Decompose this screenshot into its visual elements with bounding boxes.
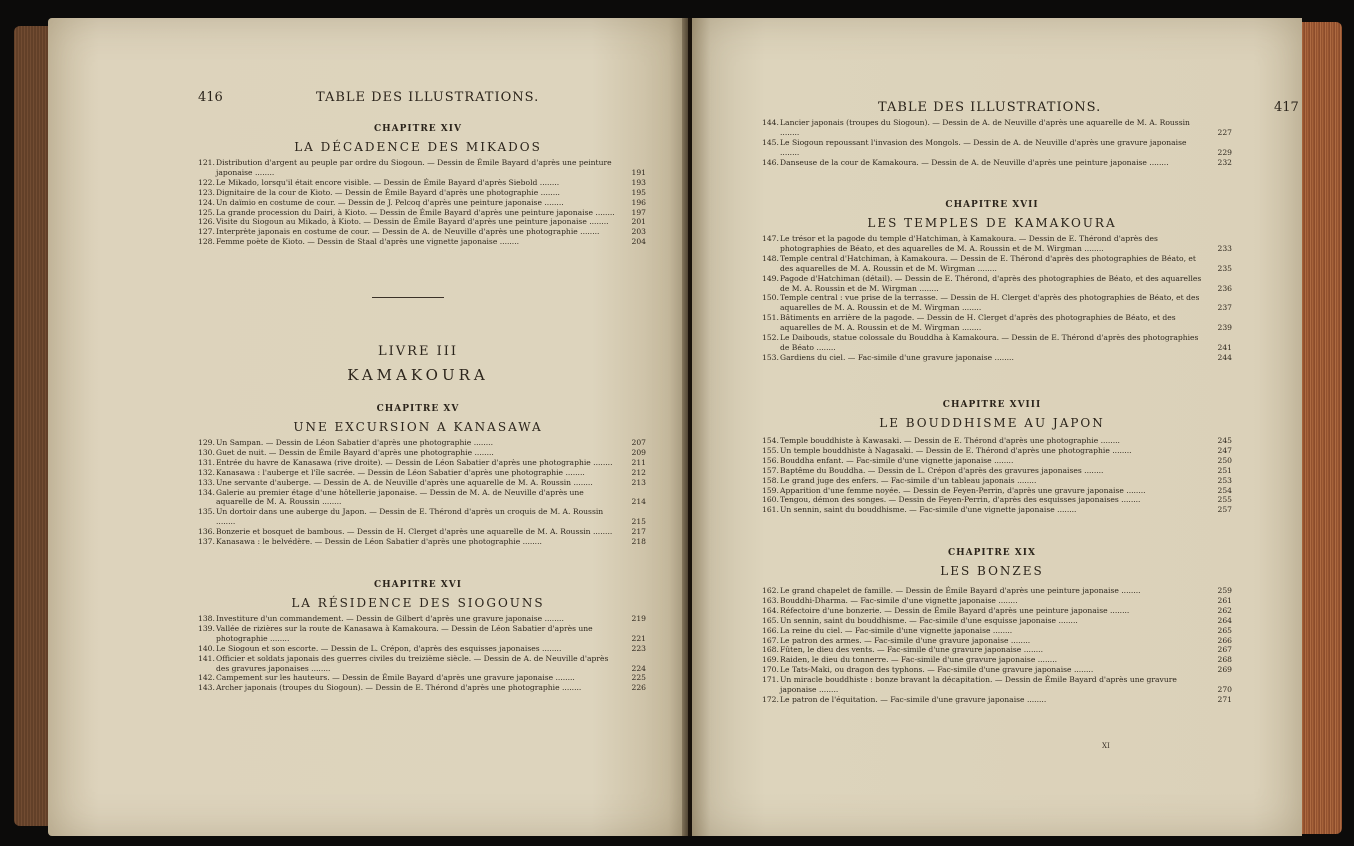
entry-caption: Distribution d'argent au peuple par ordre du Siogoun. — Dessin de Émile Bayard d'après une peinture japonaise ........ xyxy=(216,158,612,177)
entry-caption: Lancier japonais (troupes du Siogoun). — Dessin de A. de Neuville d'après une aquarelle de M. A. Roussin ........ xyxy=(780,118,1190,137)
entry-caption: La reine du ciel. — Fac-simile d'une vignette japonaise ........ xyxy=(780,625,1013,635)
entry-page: 239 xyxy=(1217,323,1232,333)
list-item xyxy=(198,654,646,674)
entry-page: 207 xyxy=(631,438,646,447)
entry-number: 164. xyxy=(762,605,779,615)
entry-caption: Fûten, le dieu des vents. — Fac-simile d'une gravure japonaise ........ xyxy=(780,645,1044,655)
entry-caption: Le Siogoun repoussant l'invasion des Mongols. — Dessin de A. de Neuville d'après une gravure japonaise ........ xyxy=(780,137,1187,157)
entry-number: 167. xyxy=(762,635,779,645)
entry-page: 251 xyxy=(1217,465,1232,475)
entry-number: 163. xyxy=(762,595,779,605)
entry-caption: Vallée de rizières sur la route de Kanasawa à Kamakoura. — Dessin de Léon Sabatier d'après une photographie ........ xyxy=(216,623,593,643)
entry-number: 149. xyxy=(762,273,779,283)
entry-number: 147. xyxy=(762,234,779,243)
entry-page: 193 xyxy=(631,177,646,187)
list-item xyxy=(762,476,1232,486)
entry-number: 132. xyxy=(198,467,215,477)
entry-page: 204 xyxy=(631,237,646,247)
entry-caption: Un miracle bouddhiste : bonze bravant la décapitation. — Dessin de Émile Bayard d'après une gravure japonaise ........ xyxy=(780,675,1177,695)
entry-number: 158. xyxy=(762,475,779,485)
right-page-edges xyxy=(1296,22,1342,834)
entry-caption: Le grand juge des enfers. — Fac-simile d'un tableau japonais ........ xyxy=(780,475,1037,485)
list-item xyxy=(198,478,646,488)
list-item xyxy=(198,217,646,227)
entry-caption: Bonzerie et bosquet de bambous. — Dessin de H. Clerget d'après une aquarelle de M. A. Roussin ........ xyxy=(216,527,613,537)
list-item xyxy=(762,446,1232,456)
entry-caption: Bouddhi-Dharma. — Fac-simile d'une vignette japonaise ........ xyxy=(780,595,1018,605)
entry-page: 237 xyxy=(1217,303,1232,313)
entry-number: 136. xyxy=(198,527,215,537)
entry-page: 225 xyxy=(631,673,646,683)
entry-caption: Kanasawa : l'auberge et l'île sacrée. — Dessin de Léon Sabatier d'après une photographie ........ xyxy=(216,467,585,477)
entry-number: 146. xyxy=(762,157,779,167)
entry-caption: Temple central d'Hatchiman, à Kamakoura. — Dessin de E. Thérond d'après des photographies de Béato, et des aquarelles de M. A. Roussin et de M. Wirgman ........ xyxy=(780,253,1196,273)
list-item xyxy=(762,234,1232,254)
list-item xyxy=(198,488,646,508)
entry-page: 214 xyxy=(631,497,646,507)
entry-page: 271 xyxy=(1217,694,1232,704)
list-item xyxy=(762,675,1232,695)
list-item xyxy=(198,198,646,208)
entry-page: 235 xyxy=(1217,263,1232,273)
entry-page: 236 xyxy=(1217,283,1232,293)
entry-caption: Le Mikado, lorsqu'il était encore visible. — Dessin de Émile Bayard d'après Siebold ........ xyxy=(216,177,560,187)
entry-number: 123. xyxy=(198,187,215,197)
list-item xyxy=(762,456,1232,466)
entry-page: 259 xyxy=(1217,586,1232,595)
signature-mark: XI xyxy=(1102,742,1110,750)
list-item xyxy=(198,507,646,527)
left-page xyxy=(48,18,688,836)
entry-number: 170. xyxy=(762,665,779,675)
entry-number: 130. xyxy=(198,447,215,457)
list-item xyxy=(762,333,1232,353)
list-item xyxy=(762,655,1232,665)
entry-number: 124. xyxy=(198,197,215,207)
entry-page: 268 xyxy=(1217,655,1232,665)
chapter-xix-entries xyxy=(762,586,1232,705)
entry-page: 212 xyxy=(631,467,646,477)
entry-number: 172. xyxy=(762,694,779,704)
list-item xyxy=(198,537,646,547)
entry-caption: Un daïmio en costume de cour. — Dessin de J. Pelcoq d'après une peinture japonaise ........ xyxy=(216,197,564,207)
entry-caption: Campement sur les hauteurs. — Dessin de Émile Bayard d'après une gravure japonaise ........ xyxy=(216,673,575,683)
entry-number: 133. xyxy=(198,477,215,487)
entry-caption: Le Daibouds, statue colossale du Bouddha à Kamakoura. — Dessin de E. Thérond d'après des photographies de Béato ........ xyxy=(780,333,1199,352)
entry-page: 241 xyxy=(1217,342,1232,352)
chapter-xvii-title: LES TEMPLES DE KAMAKOURA xyxy=(867,216,1117,230)
entry-caption: Un Sampan. — Dessin de Léon Sabatier d'après une photographie ........ xyxy=(216,438,494,447)
chapter-xvii-label: CHAPITRE XVII xyxy=(945,200,1039,210)
list-item xyxy=(762,138,1232,158)
entry-page: 219 xyxy=(631,614,646,623)
entry-page: 270 xyxy=(1217,685,1232,695)
entry-caption: Un sennin, saint du bouddhisme. — Fac-simile d'une vignette japonaise ........ xyxy=(780,505,1077,515)
entry-page: 218 xyxy=(631,537,646,547)
entry-caption: Bouddha enfant. — Fac-simile d'une vignette japonaise ........ xyxy=(780,455,1014,465)
list-item xyxy=(762,158,1232,168)
entry-caption: Un sennin, saint du bouddhisme. — Fac-simile d'une esquisse japonaise ........ xyxy=(780,615,1078,625)
entry-caption: Le patron de l'équitation. — Fac-simile d'une gravure japonaise ........ xyxy=(780,694,1047,704)
entry-caption: Le Tats-Maki, ou dragon des typhons. — Fac-simile d'une gravure japonaise ........ xyxy=(780,665,1094,675)
entry-page: 215 xyxy=(631,517,646,527)
chapter-xvi-label: CHAPITRE XVI xyxy=(374,580,462,590)
right-page-number: 417 xyxy=(1274,100,1299,115)
entry-number: 161. xyxy=(762,505,779,515)
entry-number: 156. xyxy=(762,455,779,465)
list-item xyxy=(198,673,646,683)
entry-number: 169. xyxy=(762,655,779,665)
entry-caption: Le grand chapelet de famille. — Dessin de Émile Bayard d'après une peinture japonaise ........ xyxy=(780,586,1141,595)
list-item xyxy=(198,468,646,478)
left-page-edges xyxy=(14,26,50,826)
entry-page: 261 xyxy=(1217,595,1232,605)
list-item xyxy=(762,596,1232,606)
entry-caption: Danseuse de la cour de Kamakoura. — Dessin de A. de Neuville d'après une peinture japonaise ........ xyxy=(780,157,1169,167)
chapter-xvi-entries xyxy=(198,614,646,693)
right-page xyxy=(692,18,1302,836)
entry-page: 217 xyxy=(631,527,646,537)
entry-number: 166. xyxy=(762,625,779,635)
entry-number: 150. xyxy=(762,293,779,303)
section-rule xyxy=(372,297,444,298)
list-item xyxy=(762,486,1232,496)
entry-page: 257 xyxy=(1217,505,1232,515)
entry-page: 254 xyxy=(1217,485,1232,495)
entry-page: 262 xyxy=(1217,605,1232,615)
entry-caption: Guet de nuit. — Dessin de Émile Bayard d'après une photographie ........ xyxy=(216,447,494,457)
chapter-xix-label: CHAPITRE XIX xyxy=(948,548,1036,558)
list-item xyxy=(762,313,1232,333)
entry-number: 137. xyxy=(198,537,215,547)
entry-number: 162. xyxy=(762,586,779,595)
entry-number: 134. xyxy=(198,487,215,497)
list-item xyxy=(198,178,646,188)
list-item xyxy=(198,614,646,624)
entry-caption: Le trésor et la pagode du temple d'Hatchiman, à Kamakoura. — Dessin de E. Thérond d'après des photographies de Béato, et des aquarelles de M. A. Roussin et de M. Wirgman ........ xyxy=(780,234,1158,253)
entry-number: 159. xyxy=(762,485,779,495)
entry-page: 203 xyxy=(631,227,646,237)
entry-number: 155. xyxy=(762,445,779,455)
list-item xyxy=(762,118,1232,138)
entry-page: 223 xyxy=(631,643,646,653)
entry-caption: Temple central : vue prise de la terrasse. — Dessin de H. Clerget d'après des photographies de Béato, et des aquarelles de M. A. Roussin et de M. Wirgman ........ xyxy=(780,293,1200,313)
entry-page: 233 xyxy=(1217,243,1232,253)
list-item xyxy=(198,624,646,644)
list-item xyxy=(762,274,1232,294)
entry-number: 160. xyxy=(762,495,779,505)
entry-page: 226 xyxy=(631,683,646,693)
entry-page: 196 xyxy=(631,197,646,207)
entry-page: 195 xyxy=(631,187,646,197)
chapter-xv-entries xyxy=(198,438,646,547)
left-page-number: 416 xyxy=(198,90,223,105)
entry-number: 141. xyxy=(198,653,215,663)
entry-number: 165. xyxy=(762,615,779,625)
chapter-xiv-title: LA DÉCADENCE DES MIKADOS xyxy=(294,140,542,154)
chapter-xvi-title: LA RÉSIDENCE DES SIOGOUNS xyxy=(291,596,545,610)
chapter-xix-title: LES BONZES xyxy=(940,564,1044,578)
list-item xyxy=(198,237,646,247)
list-item xyxy=(762,505,1232,515)
entry-page: 250 xyxy=(1217,455,1232,465)
livre-label: LIVRE III xyxy=(378,344,458,359)
entry-page: 209 xyxy=(631,447,646,457)
entry-caption: Interprète japonais en costume de cour. — Dessin de A. de Neuville d'après une photographie ........ xyxy=(216,227,600,237)
entry-page: 232 xyxy=(1217,157,1232,167)
entry-number: 154. xyxy=(762,436,779,445)
entry-caption: Galerie au premier étage d'une hôtellerie japonaise. — Dessin de M. A. de Neuville d'après une aquarelle de M. A. Roussin ........ xyxy=(216,487,584,507)
entry-caption: Temple bouddhiste à Kawasaki. — Dessin de E. Thérond d'après une photographie ........ xyxy=(780,436,1120,445)
entry-caption: Un temple bouddhiste à Nagasaki. — Dessin de E. Thérond d'après une photographie ........ xyxy=(780,445,1132,455)
chapter-xviii-label: CHAPITRE XVIII xyxy=(942,400,1042,410)
entry-caption: Un dortoir dans une auberge du Japon. — Dessin de E. Thérond d'après un croquis de M. A. Roussin ........ xyxy=(216,507,604,527)
entry-number: 122. xyxy=(198,177,215,187)
chapter-xiv-label: CHAPITRE XIV xyxy=(374,124,462,134)
list-item xyxy=(198,158,646,178)
entry-caption: Baptême du Bouddha. — Dessin de L. Crépon d'après des gravures japonaises ........ xyxy=(780,465,1104,475)
entry-caption: Une servante d'auberge. — Dessin de A. de Neuville d'après une aquarelle de M. A. Roussin ........ xyxy=(216,477,593,487)
entry-page: 224 xyxy=(631,663,646,673)
chapter-xv-title: UNE EXCURSION A KANASAWA xyxy=(293,420,543,434)
entry-caption: Apparition d'une femme noyée. — Dessin de Feyen-Perrin, d'après une gravure japonaise ........ xyxy=(780,485,1146,495)
entry-page: 266 xyxy=(1217,635,1232,645)
entry-number: 126. xyxy=(198,217,215,227)
list-item xyxy=(198,527,646,537)
entry-number: 131. xyxy=(198,457,215,467)
right-top-entries xyxy=(762,118,1232,168)
list-item xyxy=(762,616,1232,626)
entry-caption: Le patron des armes. — Fac-simile d'une gravure japonaise ........ xyxy=(780,635,1031,645)
chapter-xv-label: CHAPITRE XV xyxy=(376,404,460,414)
entry-page: 229 xyxy=(1217,147,1232,157)
entry-caption: Raiden, le dieu du tonnerre. — Fac-simile d'une gravure japonaise ........ xyxy=(780,655,1058,665)
entry-page: 245 xyxy=(1217,436,1232,445)
list-item xyxy=(762,466,1232,476)
list-item xyxy=(762,626,1232,636)
entry-caption: Visite du Siogoun au Mikado, à Kioto. — Dessin de Émile Bayard d'après une peinture japonaise ........ xyxy=(216,217,609,227)
chapter-xviii-title: LE BOUDDHISME AU JAPON xyxy=(879,416,1105,430)
entry-page: 247 xyxy=(1217,445,1232,455)
entry-number: 157. xyxy=(762,465,779,475)
entry-number: 139. xyxy=(198,623,215,633)
entry-number: 140. xyxy=(198,643,215,653)
list-item xyxy=(198,448,646,458)
entry-page: 221 xyxy=(631,633,646,643)
right-running-header: TABLE DES ILLUSTRATIONS. xyxy=(878,100,1102,115)
list-item xyxy=(762,606,1232,616)
entry-number: 128. xyxy=(198,237,215,247)
entry-number: 143. xyxy=(198,683,215,693)
list-item xyxy=(762,436,1232,446)
entry-caption: Le Siogoun et son escorte. — Dessin de L. Crépon, d'après des esquisses japonaises ........ xyxy=(216,643,562,653)
entry-page: 201 xyxy=(631,217,646,227)
list-item xyxy=(198,458,646,468)
entry-page: 265 xyxy=(1217,625,1232,635)
entry-caption: La grande procession du Dairi, à Kioto. — Dessin de Émile Bayard d'après une peinture japonaise ........ xyxy=(216,207,615,217)
livre-title: KAMAKOURA xyxy=(347,366,489,384)
list-item xyxy=(762,586,1232,596)
entry-caption: Femme poète de Kioto. — Dessin de Staal d'après une vignette japonaise ........ xyxy=(216,237,520,247)
list-item xyxy=(198,644,646,654)
entry-number: 168. xyxy=(762,645,779,655)
list-item xyxy=(762,293,1232,313)
entry-caption: Bâtiments en arrière de la pagode. — Dessin de H. Clerget d'après des photographies de Béato, et des aquarelles de M. A. Roussin et de M. Wirgman ........ xyxy=(780,313,1176,333)
entry-caption: Tengou, démon des songes. — Dessin de Feyen-Perrin, d'après des esquisses japonaises ........ xyxy=(780,495,1141,505)
entry-page: 253 xyxy=(1217,475,1232,485)
list-item xyxy=(762,353,1232,363)
entry-number: 144. xyxy=(762,118,779,127)
list-item xyxy=(762,665,1232,675)
entry-page: 227 xyxy=(1217,127,1232,137)
entry-caption: Investiture d'un commandement. — Dessin de Gilbert d'après une gravure japonaise ........ xyxy=(216,614,564,623)
entry-caption: Dignitaire de la cour de Kioto. — Dessin de Émile Bayard d'après une photographie ........ xyxy=(216,187,560,197)
entry-page: 211 xyxy=(631,457,646,467)
entry-page: 197 xyxy=(631,207,646,217)
chapter-xvii-entries xyxy=(762,234,1232,363)
list-item xyxy=(762,254,1232,274)
entry-page: 255 xyxy=(1217,495,1232,505)
entry-number: 125. xyxy=(198,207,215,217)
entry-number: 153. xyxy=(762,352,779,362)
entry-page: 264 xyxy=(1217,615,1232,625)
entry-page: 267 xyxy=(1217,645,1232,655)
entry-caption: Entrée du havre de Kanasawa (rive droite). — Dessin de Léon Sabatier d'après une photographie ........ xyxy=(216,457,613,467)
list-item xyxy=(198,683,646,693)
list-item xyxy=(198,227,646,237)
entry-caption: Réfectoire d'une bonzerie. — Dessin de Émile Bayard d'après une peinture japonaise ........ xyxy=(780,605,1130,615)
entry-number: 152. xyxy=(762,333,779,343)
entry-caption: Archer japonais (troupes du Siogoun). — Dessin de E. Thérond d'après une photographie ........ xyxy=(216,683,582,693)
entry-caption: Pagode d'Hatchiman (détail). — Dessin de E. Thérond, d'après des photographies de Béato, et des aquarelles de M. A. Roussin et de M. Wirgman ........ xyxy=(780,273,1202,293)
entry-number: 138. xyxy=(198,614,215,623)
entry-number: 127. xyxy=(198,227,215,237)
entry-number: 151. xyxy=(762,313,779,323)
entry-number: 142. xyxy=(198,673,215,683)
list-item xyxy=(762,695,1232,705)
entry-number: 171. xyxy=(762,675,779,685)
entry-page: 244 xyxy=(1217,352,1232,362)
list-item xyxy=(198,438,646,448)
entry-page: 213 xyxy=(631,477,646,487)
list-item xyxy=(762,636,1232,646)
left-running-header: TABLE DES ILLUSTRATIONS. xyxy=(316,90,540,105)
entry-number: 121. xyxy=(198,158,215,167)
list-item xyxy=(762,645,1232,655)
entry-caption: Gardiens du ciel. — Fac-simile d'une gravure japonaise ........ xyxy=(780,352,1014,362)
list-item xyxy=(762,495,1232,505)
entry-caption: Kanasawa : le belvédère. — Dessin de Léon Sabatier d'après une photographie ........ xyxy=(216,537,542,547)
entry-page: 269 xyxy=(1217,665,1232,675)
entry-number: 135. xyxy=(198,507,215,517)
entry-number: 129. xyxy=(198,438,215,447)
list-item xyxy=(198,188,646,198)
entry-number: 148. xyxy=(762,253,779,263)
chapter-xiv-entries xyxy=(198,158,646,247)
entry-number: 145. xyxy=(762,137,779,147)
entry-page: 191 xyxy=(631,167,646,177)
chapter-xviii-entries xyxy=(762,436,1232,515)
entry-caption: Officier et soldats japonais des guerres civiles du treizième siècle. — Dessin de A. de Neuville d'après des gravures japonaises ........ xyxy=(216,653,609,673)
list-item xyxy=(198,208,646,218)
